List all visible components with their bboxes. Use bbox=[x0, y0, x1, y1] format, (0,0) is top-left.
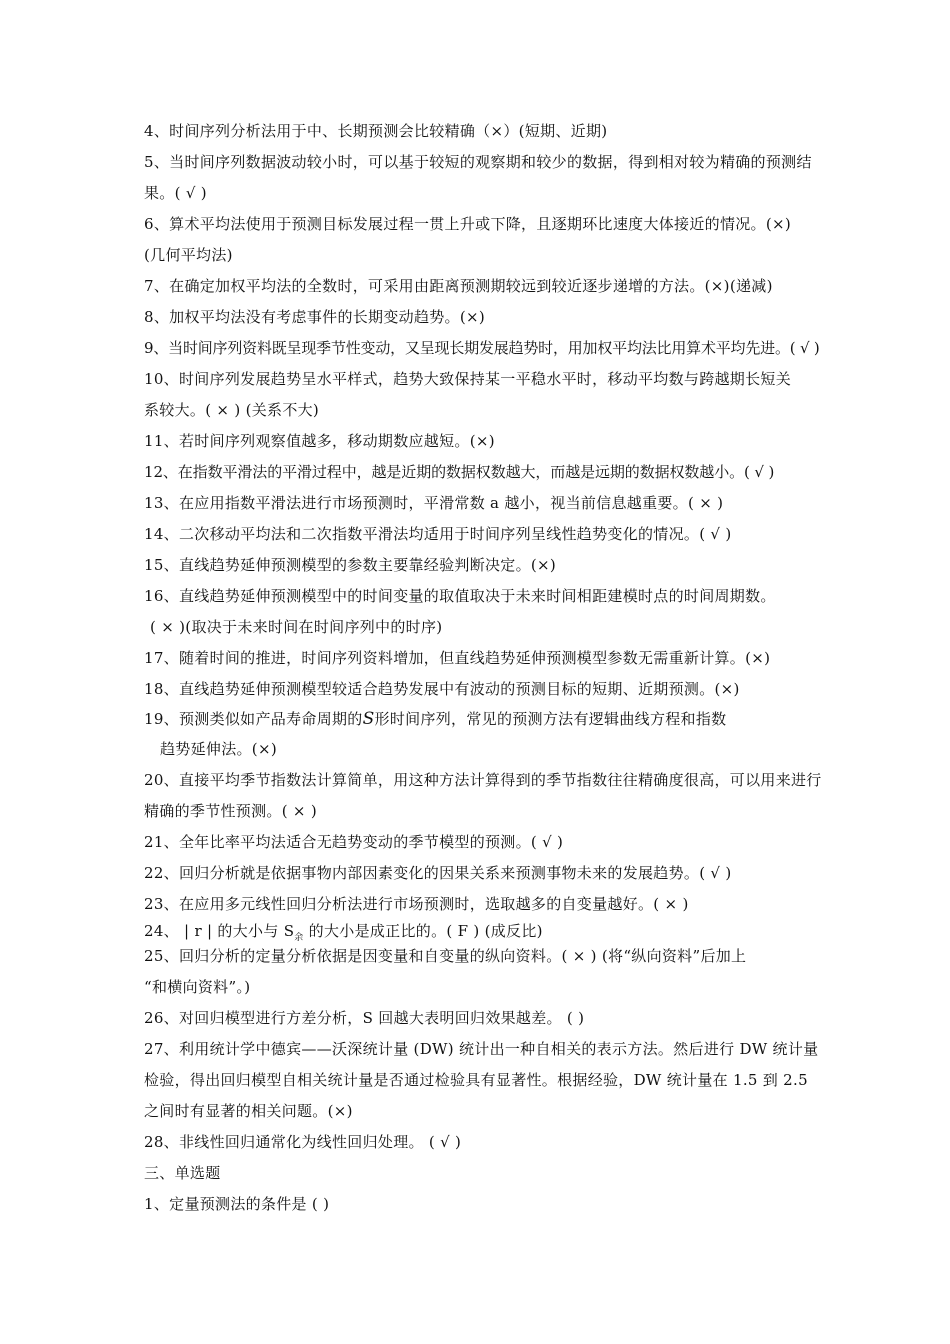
item-6-line1: 6、算术平均法使用于预测目标发展过程一贯上升或下降，且逐期环比速度大体接近的情况。(×) bbox=[144, 215, 792, 233]
item-15: 15、直线趋势延伸预测模型的参数主要靠经验判断决定。(×) bbox=[144, 556, 557, 574]
item-5-line1: 5、当时间序列数据波动较小时，可以基于较短的观察期和较少的数据，得到相对较为精确的预测结 bbox=[144, 153, 812, 171]
item-20-line2: 精确的季节性预测。( × ) bbox=[144, 802, 318, 820]
item-9: 9、当时间序列资料既呈现季节性变动，又呈现长期发展趋势时，用加权平均法比用算术平均先进。( √ ) bbox=[144, 339, 820, 357]
item-24-text-a: 24、 | r | 的大小与 S bbox=[144, 922, 295, 940]
item-22: 22、回归分析就是依据事物内部因素变化的因果关系来预测事物未来的发展趋势。( √ ) bbox=[144, 864, 732, 882]
item-19-line1 bbox=[144, 709, 726, 729]
item-19-text-a: 19、预测类似如产品寿命周期的 bbox=[144, 710, 363, 728]
item-12: 12、在指数平滑法的平滑过程中，越是近期的数据权数越大，而越是远期的数据权数越小。( √ ) bbox=[144, 463, 775, 481]
item-20-line1: 20、直接平均季节指数法计算简单，用这种方法计算得到的季节指数往往精确度很高，可以用来进行 bbox=[144, 771, 822, 789]
item-25-line2: “和横向资料”。) bbox=[144, 978, 251, 996]
s-subscript: 余 bbox=[294, 933, 304, 943]
item-25-line1: 25、回归分析的定量分析依据是因变量和自变量的纵向资料。( × ) (将“纵向资料”后加上 bbox=[144, 947, 747, 965]
item-18: 18、直线趋势延伸预测模型较适合趋势发展中有波动的预测目标的短期、近期预测。(×) bbox=[144, 680, 740, 698]
mc-question-1: 1、定量预测法的条件是 ( ) bbox=[144, 1195, 330, 1213]
item-26: 26、对回归模型进行方差分析，S 回越大表明回归效果越差。 ( ) bbox=[144, 1009, 585, 1027]
item-27-line3: 之间时有显著的相关问题。(×) bbox=[144, 1102, 353, 1120]
item-13: 13、在应用指数平滑法进行市场预测时，平滑常数 a 越小，视当前信息越重要。( × ) bbox=[144, 494, 724, 512]
item-21: 21、全年比率平均法适合无趋势变动的季节模型的预测。( √ ) bbox=[144, 833, 564, 851]
item-10-line1: 10、时间序列发展趋势呈水平样式，趋势大致保持某一平稳水平时，移动平均数与跨越期长短关 bbox=[144, 370, 791, 388]
item-27-line2: 检验，得出回归模型自相关统计量是否通过检验具有显著性。根据经验，DW 统计量在 1.5 到 2.5 bbox=[144, 1071, 808, 1089]
item-11: 11、若时间序列观察值越多，移动期数应越短。(×) bbox=[144, 432, 495, 450]
item-23: 23、在应用多元线性回归分析法进行市场预测时，选取越多的自变量越好。( × ) bbox=[144, 895, 689, 913]
item-28: 28、非线性回归通常化为线性回归处理。 ( √ ) bbox=[144, 1133, 462, 1151]
item-14: 14、二次移动平均法和二次指数平滑法均适用于时间序列呈线性趋势变化的情况。( √ ) bbox=[144, 525, 732, 543]
item-6-line2: (几何平均法) bbox=[144, 246, 233, 264]
s-curve-letter: S bbox=[362, 709, 375, 729]
item-17: 17、随着时间的推进，时间序列资料增加，但直线趋势延伸预测模型参数无需重新计算。(×) bbox=[144, 649, 771, 667]
item-19-text-b: 形时间序列，常见的预测方法有逻辑曲线方程和指数 bbox=[374, 710, 727, 728]
item-16-line2: ( × )(取决于未来时间在时间序列中的时序) bbox=[150, 618, 443, 636]
item-16-line1: 16、直线趋势延伸预测模型中的时间变量的取值取决于未来时间相距建模时点的时间周期数。 bbox=[144, 587, 776, 605]
item-4: 4、时间序列分析法用于中、长期预测会比较精确（×）(短期、近期) bbox=[144, 122, 608, 140]
item-24-text-b: 的大小是成正比的。( F ) (成反比) bbox=[303, 922, 543, 940]
item-24 bbox=[144, 921, 543, 948]
item-10-line2: 系较大。( × ) (关系不大) bbox=[144, 401, 320, 419]
item-5-line2: 果。( √ ) bbox=[144, 184, 207, 202]
item-7: 7、在确定加权平均法的全数时，可采用由距离预测期较远到较近逐步递增的方法。(×)(递减) bbox=[144, 277, 773, 295]
section-heading: 三、单选题 bbox=[144, 1164, 221, 1182]
item-27-line1: 27、利用统计学中德宾——沃深统计量 (DW) 统计出一种自相关的表示方法。然后进行 DW 统计量 bbox=[144, 1040, 819, 1058]
item-19-line2: 趋势延伸法。(×) bbox=[160, 740, 277, 758]
item-8: 8、加权平均法没有考虑事件的长期变动趋势。(×) bbox=[144, 308, 486, 326]
